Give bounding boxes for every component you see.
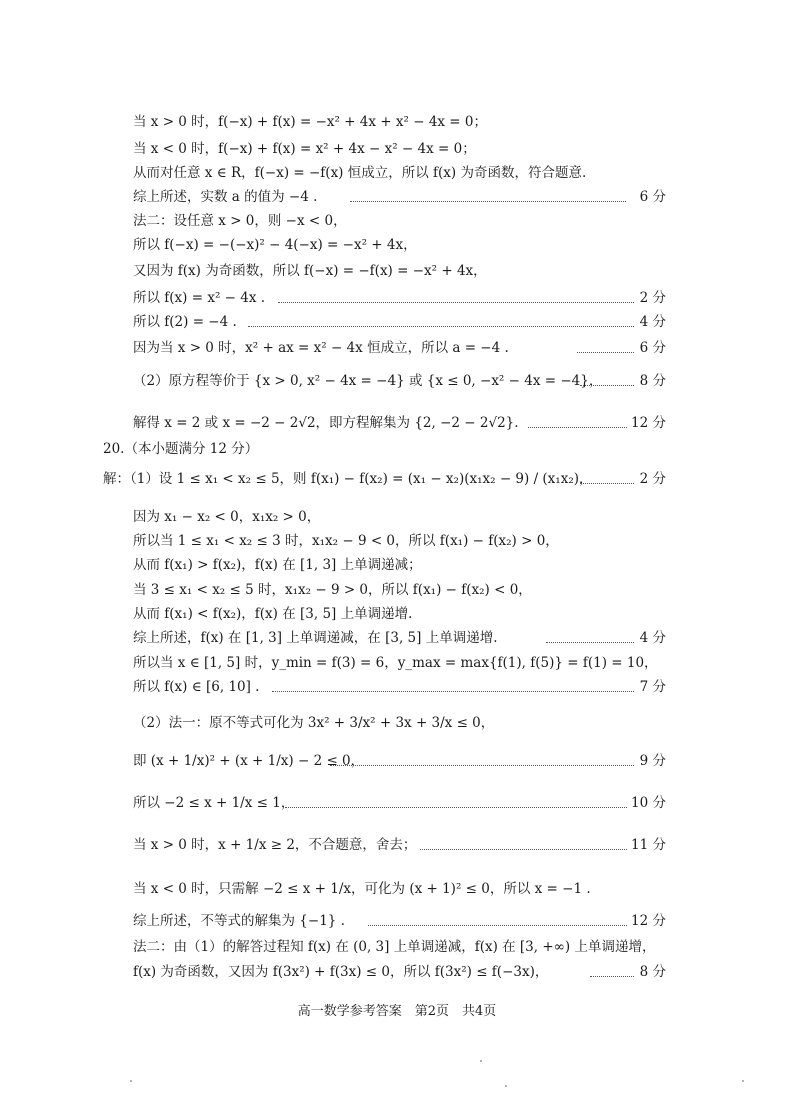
score-mark: 8 分 — [639, 964, 666, 980]
leader-dots — [546, 642, 634, 643]
answer-line: 当 x > 0 时，f(−x) + f(x) = −x² + 4x + x² − 4x = 0； — [133, 114, 487, 130]
answer-line: 法二：设任意 x > 0，则 −x < 0， — [133, 213, 347, 229]
leader-dots — [368, 925, 627, 926]
answer-line: 所以当 x ∈ [1, 5] 时，y_min = f(3) = 6，y_max = max{f(1), f(5)} = f(1) = 10， — [133, 655, 658, 671]
answer-line: （2）法一：原不等式可化为 3x² + 3/x² + 3x + 3/x ≤ 0， — [133, 715, 495, 731]
score-mark: 2 分 — [639, 471, 666, 487]
answer-line: 所以 f(−x) = −(−x)² − 4(−x) = −x² + 4x， — [133, 237, 417, 253]
leader-dots — [577, 352, 634, 353]
answer-line: f(x) 为奇函数，又因为 f(3x²) + f(3x) ≤ 0，所以 f(3x²) ≤ f(−3x)， — [133, 964, 549, 980]
score-mark: 7 分 — [639, 679, 666, 695]
answer-line: 法二：由（1）的解答过程知 f(x) 在 (0, 3] 上单调递减，f(x) 在 [3, +∞) 上单调递增， — [133, 939, 656, 955]
answer-line: 解得 x = 2 或 x = −2 − 2√2，即方程解集为 {2, −2 − 2√2}. — [133, 415, 519, 431]
page-footer: 高一数学参考答案 第2页 共4页 — [297, 1004, 497, 1019]
answer-line: 当 x > 0 时，x + 1/x ≥ 2，不合题意，舍去； — [133, 837, 417, 853]
score-mark: 6 分 — [639, 340, 666, 356]
answer-line: 从而 f(x₁) > f(x₂)，f(x) 在 [1, 3] 上单调递减； — [133, 557, 422, 573]
score-mark: 12 分 — [631, 913, 666, 929]
question-heading: 20.（本小题满分 12 分） — [103, 441, 259, 457]
answer-line: 即 (x + 1/x)² + (x + 1/x) − 2 ≤ 0， — [133, 753, 365, 769]
scan-speck — [480, 1060, 482, 1062]
answer-line: 因为 x₁ − x₂ < 0，x₁x₂ > 0， — [133, 509, 321, 525]
answer-line: 所以当 1 ≤ x₁ < x₂ ≤ 3 时，x₁x₂ − 9 < 0，所以 f(x₁) − f(x₂) > 0， — [133, 533, 559, 549]
answer-line: （2）原方程等价于 {x > 0, x² − 4x = −4} 或 {x ≤ 0, −x² − 4x = −4}， — [133, 373, 603, 389]
score-mark: 9 分 — [639, 753, 666, 769]
answer-line: 当 x < 0 时，只需解 −2 ≤ x + 1/x，可化为 (x + 1)² ≤ 0，所以 x = −1 . — [133, 881, 591, 897]
leader-dots — [350, 201, 626, 202]
score-mark: 6 分 — [639, 189, 666, 205]
answer-line: 从而对任意 x ∈ R，f(−x) = −f(x) 恒成立，所以 f(x) 为奇函数，符合题意. — [133, 165, 587, 181]
scan-speck — [505, 1085, 507, 1087]
answer-line: 综上所述，f(x) 在 [1, 3] 上单调递减，在 [3, 5] 上单调递增. — [133, 630, 498, 646]
leader-dots — [285, 807, 627, 808]
answer-line: 因为当 x > 0 时，x² + ax = x² − 4x 恒成立，所以 a = −4 . — [133, 340, 509, 356]
leader-dots — [580, 385, 634, 386]
score-mark: 11 分 — [631, 837, 666, 853]
score-mark: 12 分 — [631, 415, 666, 431]
leader-dots — [590, 976, 634, 977]
leader-dots — [580, 483, 634, 484]
score-mark: 2 分 — [639, 290, 666, 306]
score-mark: 8 分 — [639, 373, 666, 389]
score-mark: 4 分 — [639, 630, 666, 646]
leader-dots — [528, 427, 627, 428]
leader-dots — [272, 691, 634, 692]
answer-line: 所以 f(x) ∈ [6, 10] . — [133, 679, 260, 695]
leader-dots — [420, 849, 627, 850]
answer-line: 所以 −2 ≤ x + 1/x ≤ 1， — [133, 795, 295, 811]
leader-dots — [248, 326, 634, 327]
answer-line: 又因为 f(x) 为奇函数，所以 f(−x) = −f(x) = −x² + 4x， — [133, 263, 487, 279]
answer-line: 解：（1）设 1 ≤ x₁ < x₂ ≤ 5，则 f(x₁) − f(x₂) = (x₁ − x₂)(x₁x₂ − 9) / (x₁x₂)， — [103, 471, 593, 487]
answer-line: 从而 f(x₁) < f(x₂)，f(x) 在 [3, 5] 上单调递增. — [133, 606, 413, 622]
answer-line: 当 x < 0 时，f(−x) + f(x) = x² + 4x − x² − 4x = 0； — [133, 141, 476, 157]
answer-line: 当 3 ≤ x₁ < x₂ ≤ 5 时，x₁x₂ − 9 > 0，所以 f(x₁) − f(x₂) < 0， — [133, 582, 532, 598]
answer-line: 综上所述，实数 a 的值为 −4 . — [133, 189, 318, 205]
leader-dots — [330, 765, 634, 766]
leader-dots — [278, 302, 634, 303]
score-mark: 10 分 — [631, 795, 666, 811]
answer-line: 所以 f(2) = −4 . — [133, 314, 237, 330]
answer-line: 所以 f(x) = x² − 4x . — [133, 290, 266, 306]
score-mark: 4 分 — [639, 314, 666, 330]
scan-speck — [742, 1080, 744, 1082]
answer-line: 综上所述，不等式的解集为 {−1} . — [133, 913, 345, 929]
scan-speck — [130, 1080, 132, 1082]
